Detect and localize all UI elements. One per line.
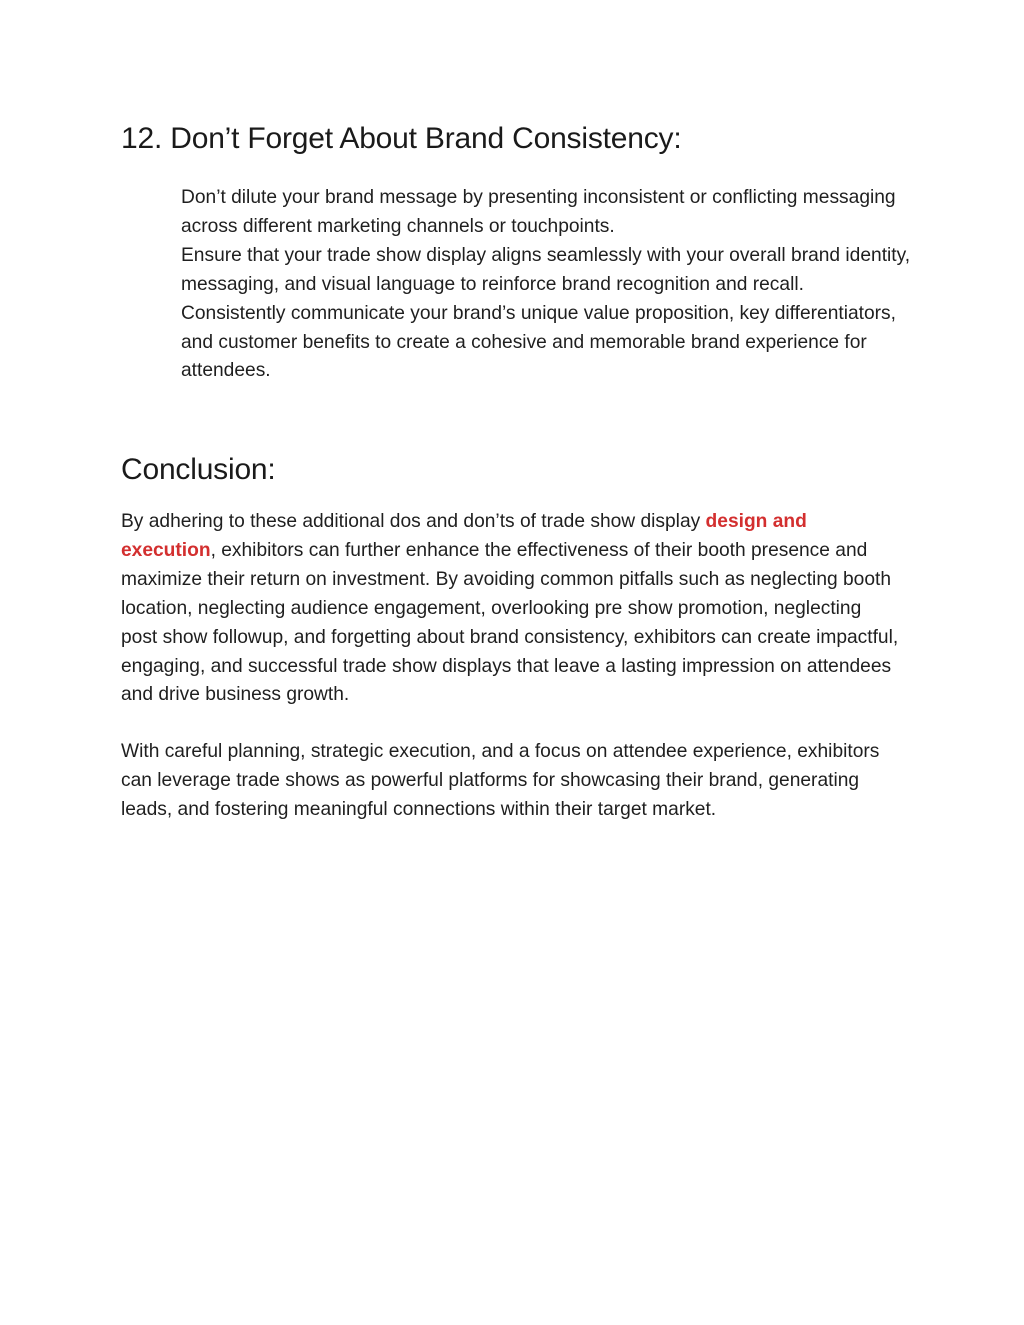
conclusion-paragraph-2: With careful planning, strategic execution, and a focus on attendee experience, exhibitors can leverage trade shows as powerful platforms for showcasing their brand, generating leads, and fostering meaningful connections within their target market. [121, 741, 880, 820]
list-item: Don’t dilute your brand message by presenting inconsistent or conflicting messaging across different marketing channels or touchpoints. [181, 187, 896, 237]
design-and-execution-link[interactable]: design and execution [121, 511, 807, 561]
conclusion-paragraph-1 [121, 508, 901, 710]
brand-consistency-list [181, 184, 911, 386]
paragraph-text: By adhering to these additional dos and don’ts of trade show display [121, 511, 706, 532]
paragraph-text: , exhibitors can further enhance the effectiveness of their booth presence and maximize their return on investment. By avoiding common pitfalls such as neglecting booth location, neglecting audience engagement, overlooking pre show promotion, neglecting post show followup, and forgetting about brand consistency, exhibitors can create impactful, engaging, and successful trade show displays that leave a lasting impression on attendees and drive business growth. [121, 539, 899, 706]
section-heading-conclusion: Conclusion: [121, 453, 276, 486]
section-heading-brand-consistency: 12. Don’t Forget About Brand Consistency: [121, 122, 682, 155]
list-item: Consistently communicate your brand’s unique value proposition, key differentiators, and customer benefits to create a cohesive and memorable brand experience for attendees. [181, 302, 896, 382]
list-item: Ensure that your trade show display aligns seamlessly with your overall brand identity, messaging, and visual language to reinforce brand recognition and recall. [181, 244, 911, 295]
